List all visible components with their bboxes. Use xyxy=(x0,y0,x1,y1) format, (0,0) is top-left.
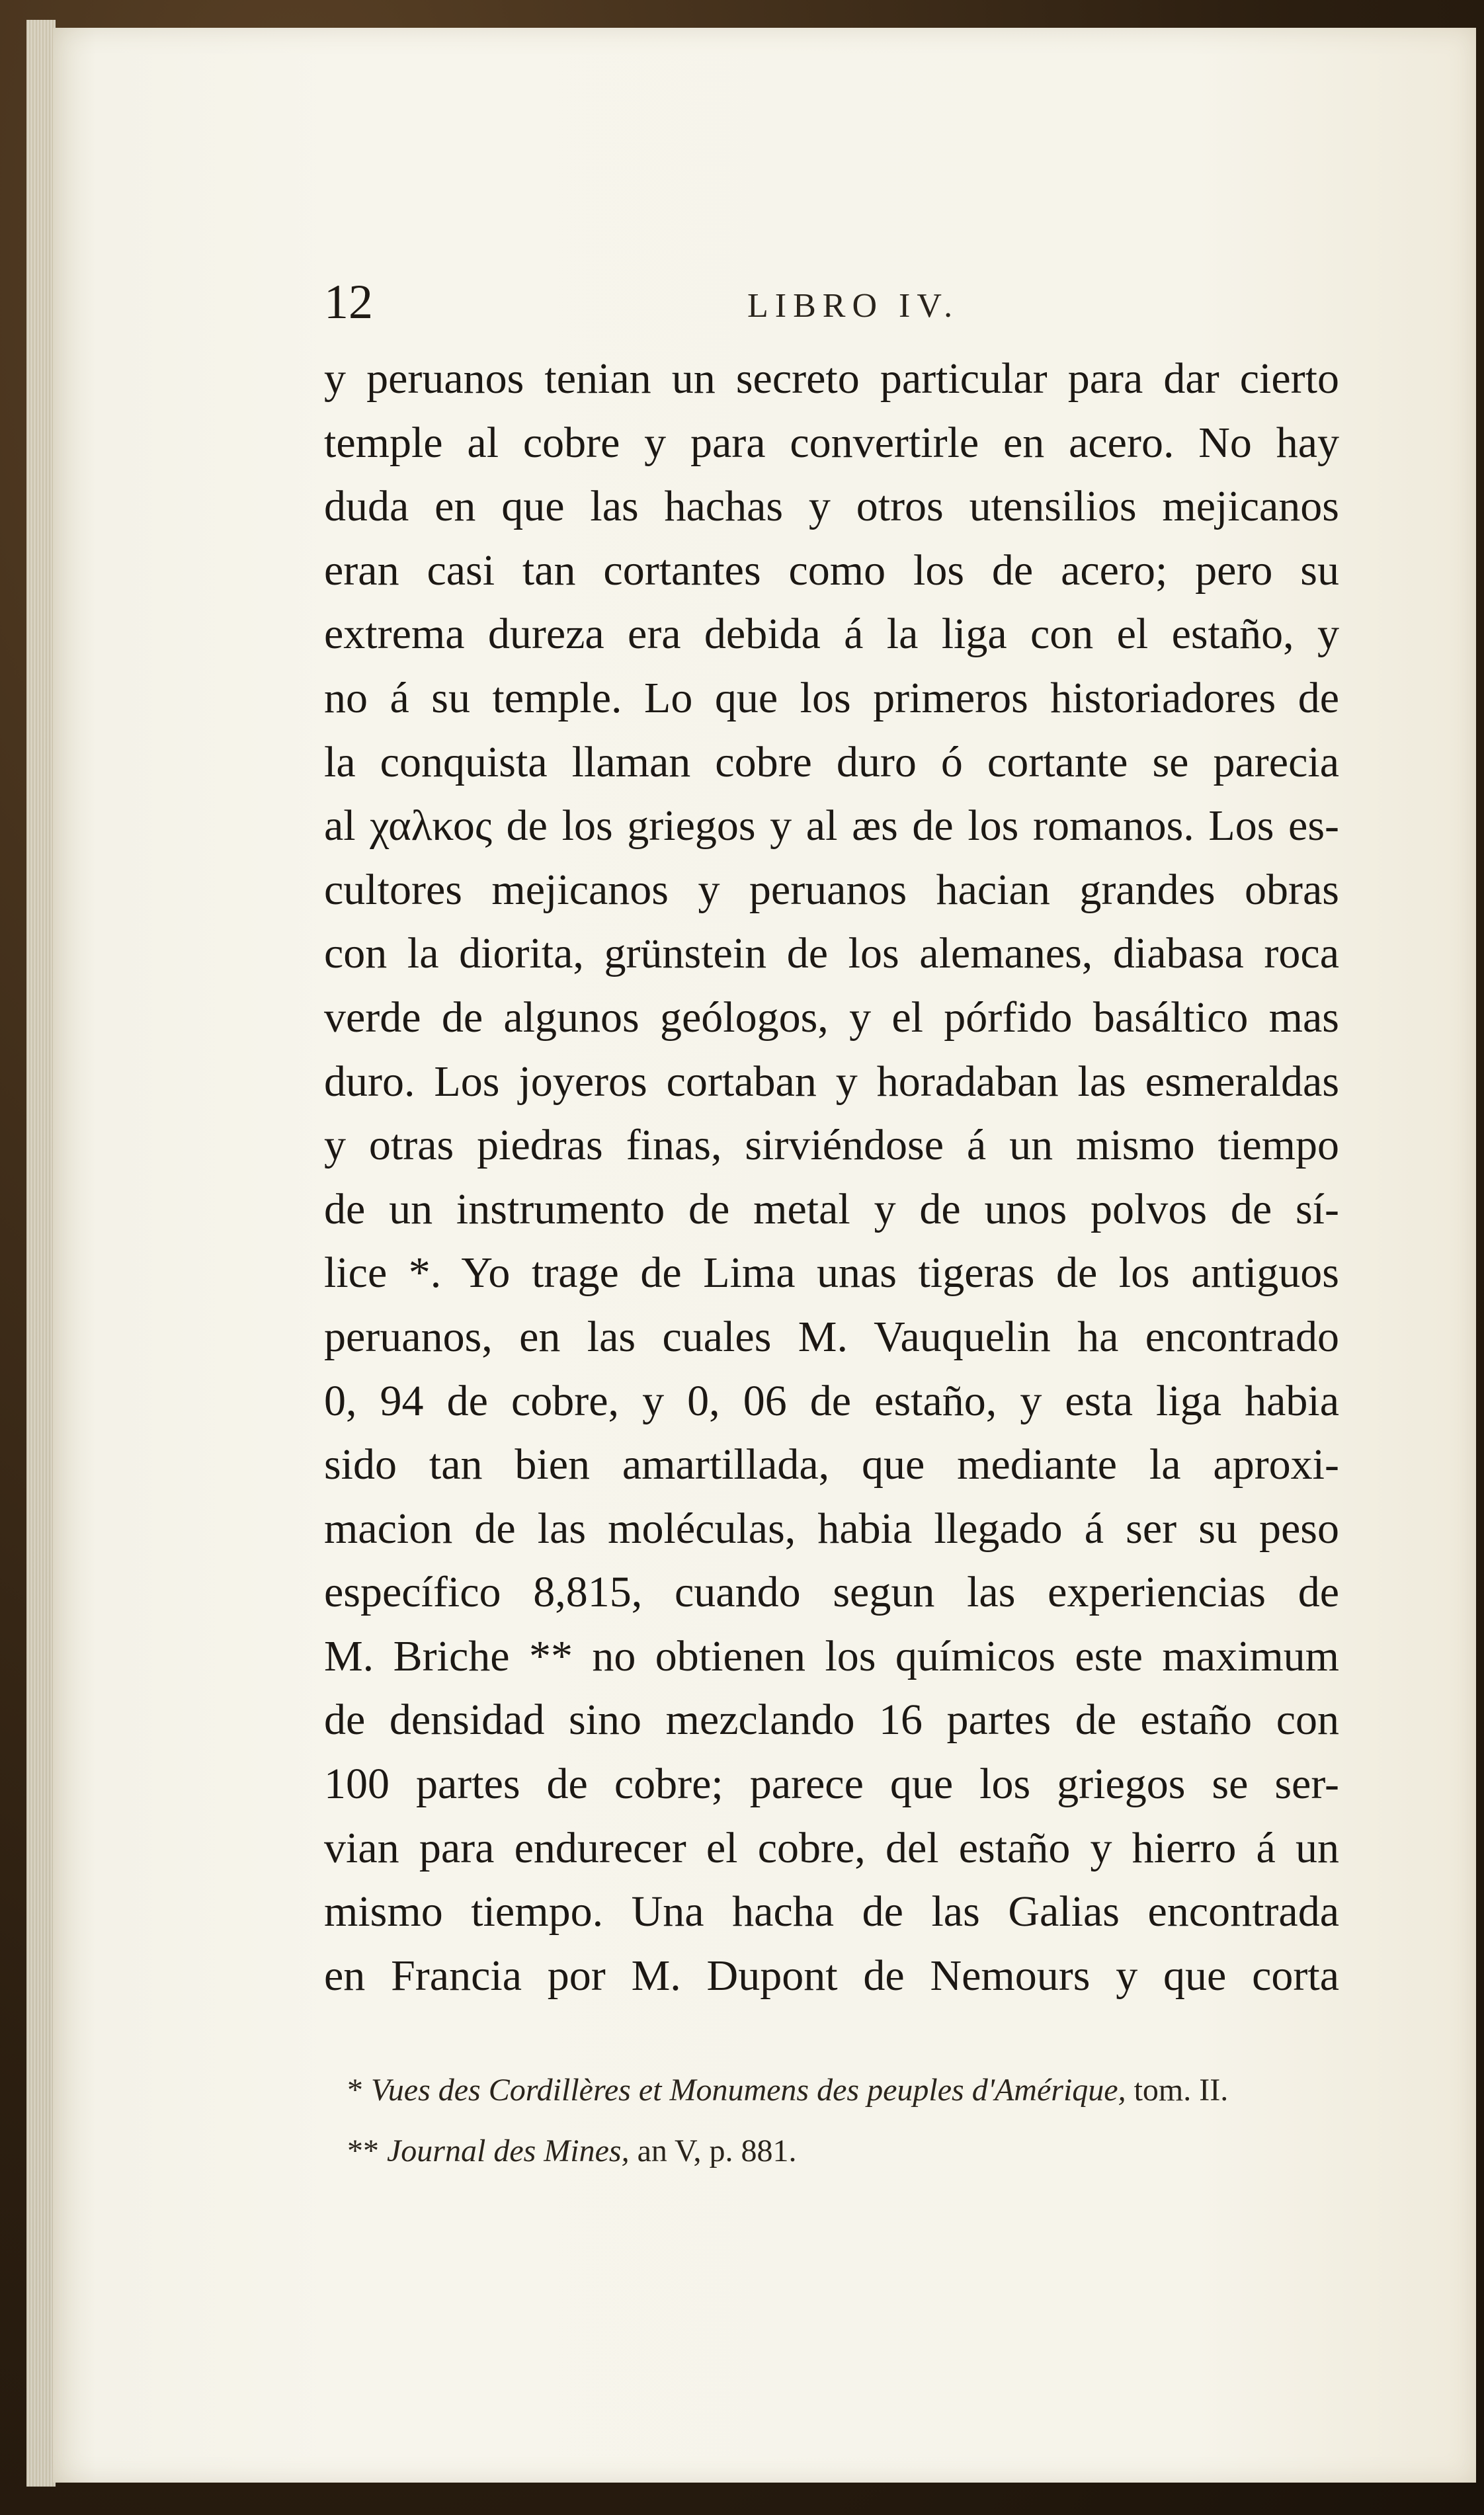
text-line: peruanos, en las cuales M. Vauquelin ha encontrado xyxy=(324,1312,1339,1361)
footnote-rest: tom. II. xyxy=(1134,2073,1229,2108)
page-edges xyxy=(26,20,56,2487)
text-line: de un instrumento de metal y de unos polvos de sí- xyxy=(324,1184,1339,1233)
footnote xyxy=(347,2060,1339,2121)
text-line: y peruanos tenian un secreto particular para dar cierto xyxy=(324,354,1339,403)
text-line: la conquista llaman cobre duro ó cortante se parecia xyxy=(324,737,1339,786)
text-line: verde de algunos geólogos, y el pórfido basáltico mas xyxy=(324,993,1339,1042)
text-line: lice *. Yo trage de Lima unas tigeras de los antiguos xyxy=(324,1249,1339,1298)
text-line: al χαλκος de los griegos y al æs de los romanos. Los es- xyxy=(324,802,1339,850)
text-line: específico 8,815, cuando segun las experiencias de xyxy=(324,1568,1339,1617)
footnote-marker: ** xyxy=(347,2133,379,2168)
text-line: eran casi tan cortantes como los de acero; pero su xyxy=(324,546,1339,595)
text-line: 0, 94 de cobre, y 0, 06 de estaño, y esta liga habia xyxy=(324,1376,1339,1425)
footnote-marker: * xyxy=(347,2073,363,2108)
page-header xyxy=(324,274,1349,334)
footnote-title: Vues des Cordillères et Monumens des peuples d'Amérique, xyxy=(371,2073,1126,2108)
text-line: mismo tiempo. Una hacha de las Galias encontrada xyxy=(324,1887,1339,1936)
footnote-rest: an V, p. 881. xyxy=(637,2133,797,2168)
footnote xyxy=(347,2121,1339,2182)
text-line: M. Briche ** no obtienen los químicos este maximum xyxy=(324,1631,1339,1680)
text-line: 100 partes de cobre; parece que los griegos se ser- xyxy=(324,1760,1339,1809)
text-line: con la diorita, grünstein de los alemanes, diabasa roca xyxy=(324,929,1339,978)
text-line: en Francia por M. Dupont de Nemours y que corta xyxy=(324,1951,1339,2000)
text-line: extrema dureza era debida á la liga con el estaño, y xyxy=(324,610,1339,659)
footnote-title: Journal des Mines, xyxy=(387,2133,630,2168)
text-line: duda en que las hachas y otros utensilios mejicanos xyxy=(324,482,1339,531)
running-head: LIBRO IV. xyxy=(747,287,960,325)
footnotes xyxy=(347,2060,1339,2182)
text-line: y otras piedras finas, sirviéndose á un mismo tiempo xyxy=(324,1121,1339,1170)
text-line: temple al cobre y para convertirle en acero. No hay xyxy=(324,418,1339,467)
body-text xyxy=(324,347,1339,2008)
text-line: cultores mejicanos y peruanos hacian grandes obras xyxy=(324,865,1339,914)
text-line: vian para endurecer el cobre, del estaño y hierro á un xyxy=(324,1823,1339,1872)
page-number: 12 xyxy=(324,275,373,329)
text-line: macion de las moléculas, habia llegado á ser su peso xyxy=(324,1504,1339,1553)
text-line: no á su temple. Lo que los primeros historiadores de xyxy=(324,673,1339,722)
text-line: de densidad sino mezclando 16 partes de estaño con xyxy=(324,1696,1339,1745)
text-line: duro. Los joyeros cortaban y horadaban las esmeraldas xyxy=(324,1057,1339,1106)
text-line: sido tan bien amartillada, que mediante la aproxi- xyxy=(324,1440,1339,1489)
